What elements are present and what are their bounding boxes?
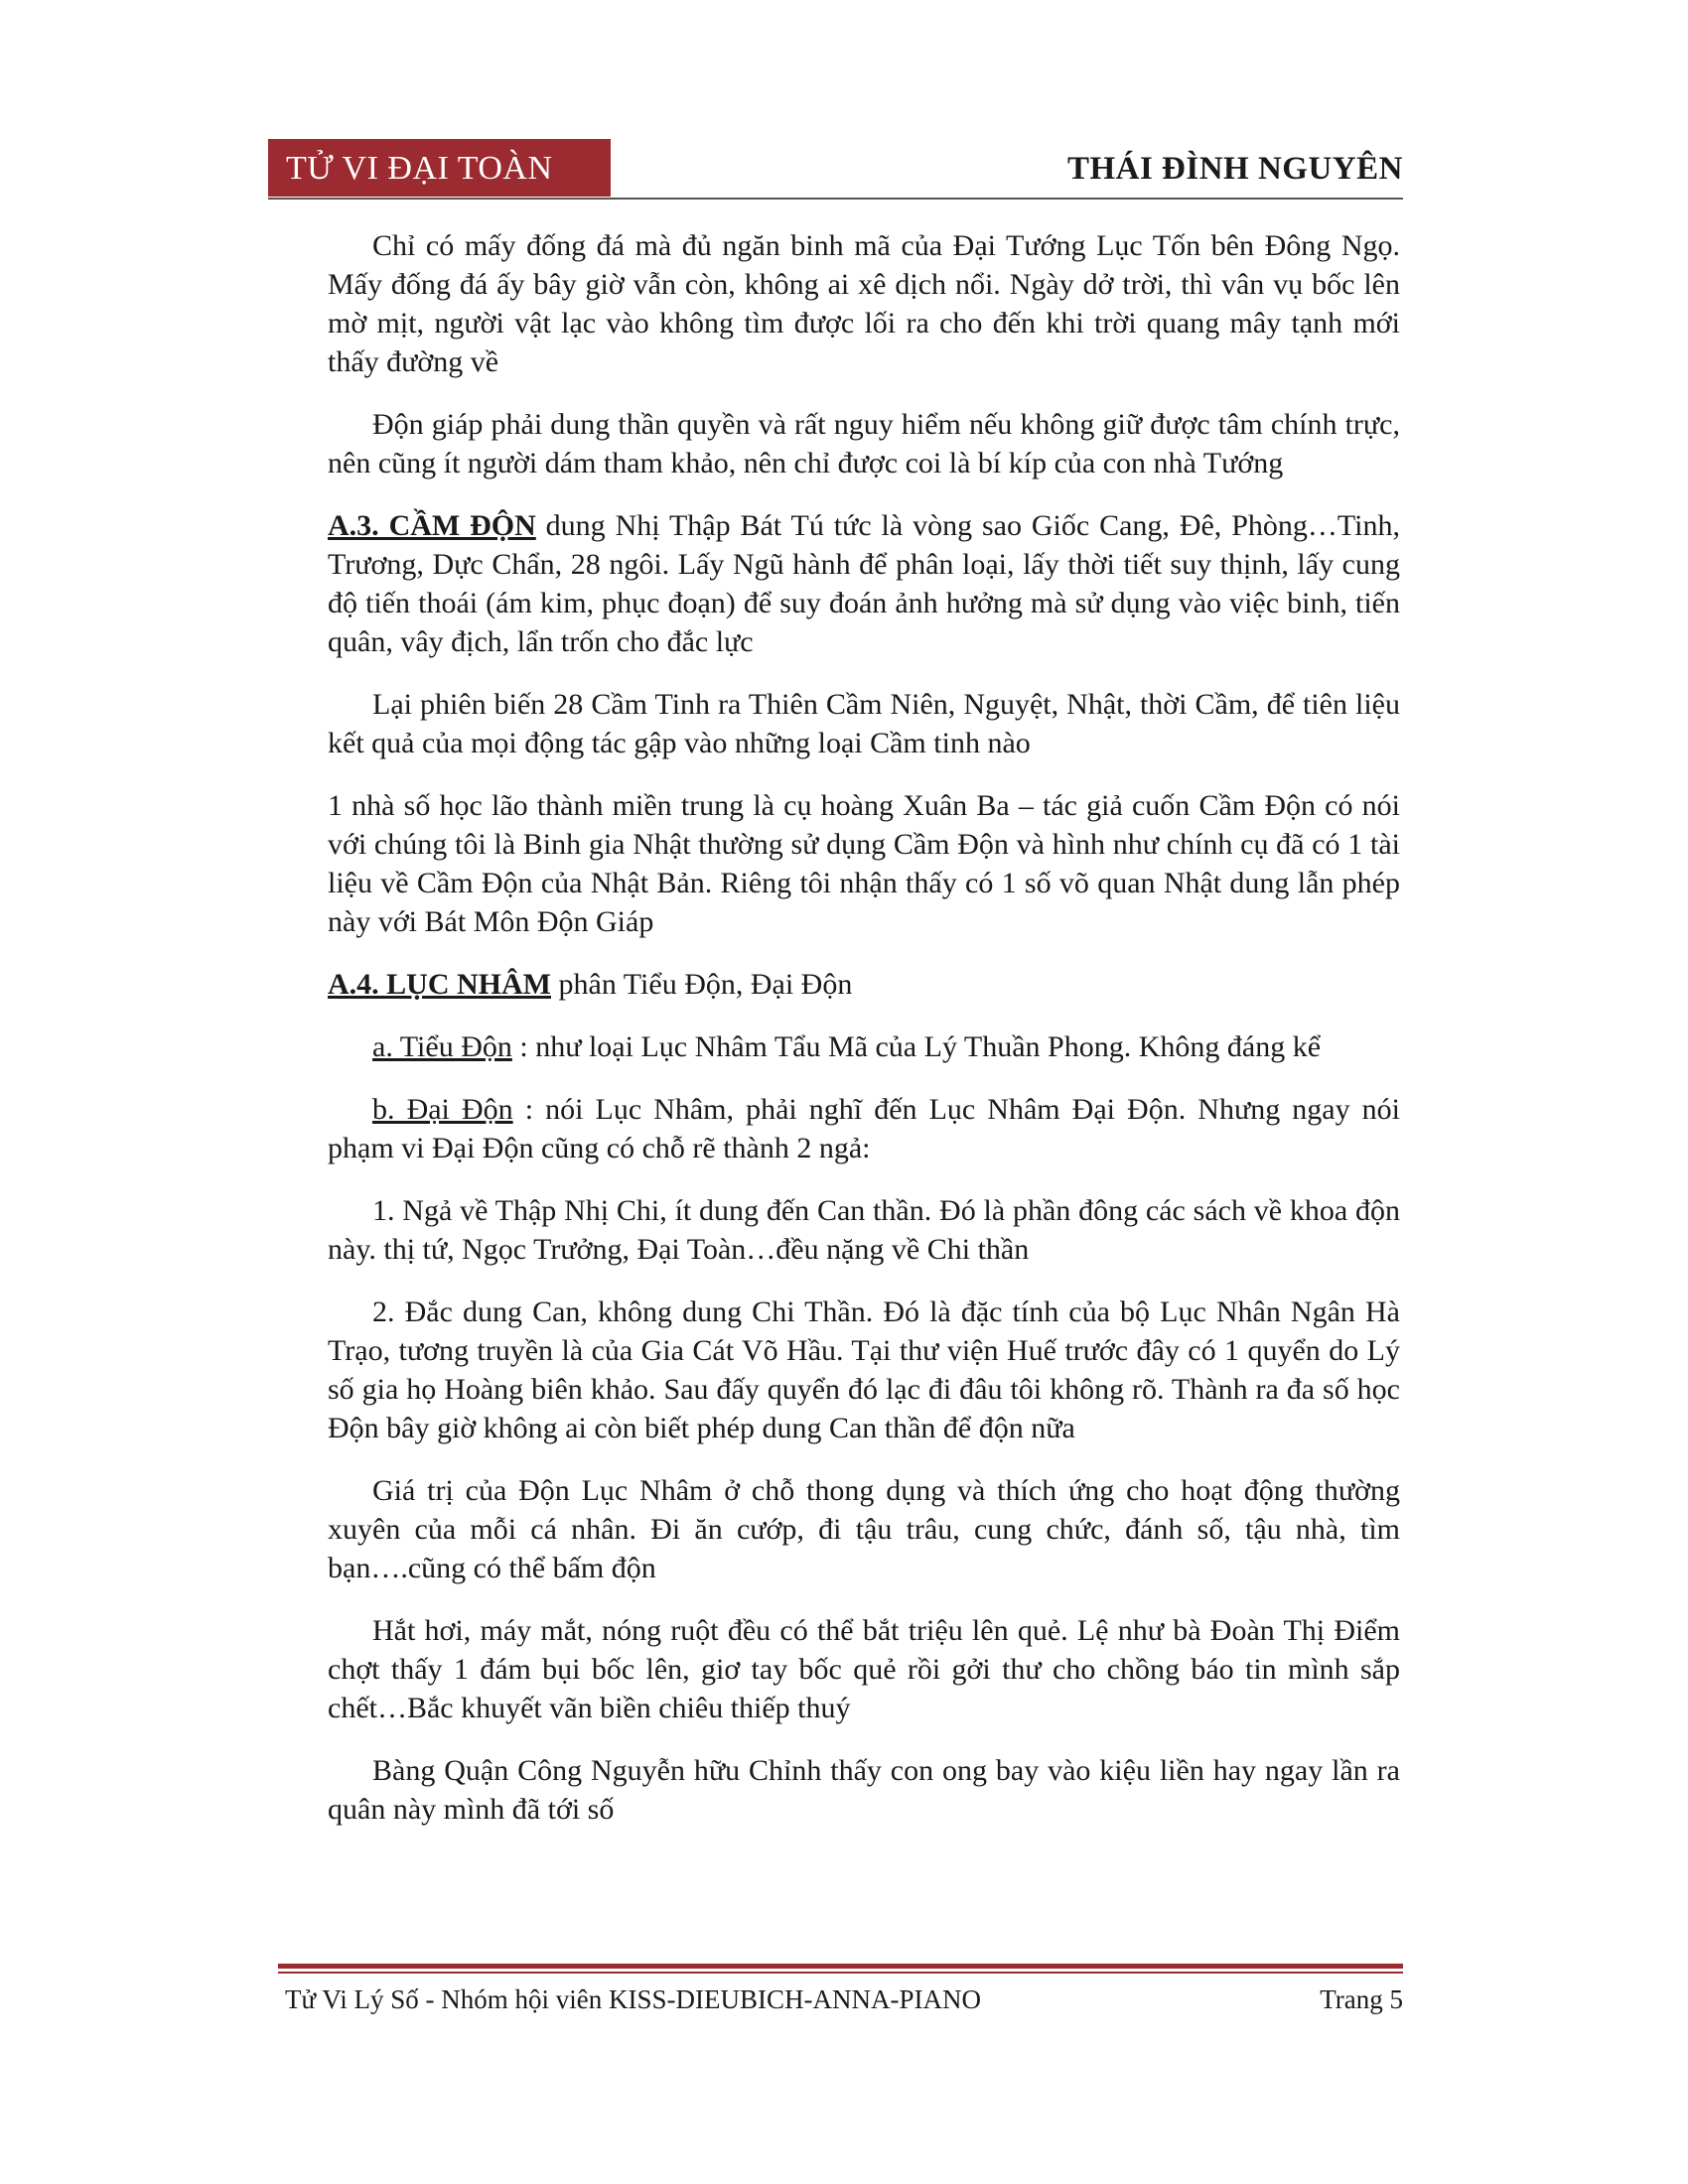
footer-divider-thick	[278, 1964, 1403, 1969]
page-body	[328, 226, 1400, 1852]
footer-group-name: Tử Vi Lý Số - Nhóm hội viên KISS-DIEUBICH-ANNA-PIANO	[285, 1984, 981, 2014]
paragraph-stone-mounds: Chỉ có mấy đống đá mà đủ ngăn binh mã của Đại Tướng Lục Tốn bên Đông Ngọ. Mấy đống đá ấy bây giờ vẫn còn, không ai xê dịch nổi. Ngày dở trời, thì vân vụ bốc lên mờ mịt, người vật lạc vào không tìm được lối ra cho đến khi trời quang mây tạnh mới thấy đường về	[328, 229, 1400, 378]
subsection-a-text: : như loại Lục Nhâm Tẩu Mã của Lý Thuần Phong. Không đáng kể	[511, 1030, 1322, 1063]
section-a3-heading: A.3. CẦM ĐỘN	[328, 509, 536, 542]
paragraph-doan-thi-diem: Hắt hơi, máy mắt, nóng ruột đều có thể bắt triệu lên quẻ. Lệ như bà Đoàn Thị Điểm chợt thấy 1 đám bụi bốc lên, giơ tay bốc quẻ rồi gởi thư cho chồng báo tin mình sắp chết…Bắc khuyết vãn biền chiêu thiếp thuý	[328, 1614, 1400, 1724]
section-a4	[328, 965, 1400, 1004]
running-header-title: TỬ VI ĐẠI TOÀN	[286, 150, 553, 187]
section-a3-text: dung Nhị Thập Bát Tú tức là vòng sao Giốc Cang, Đê, Phòng…Tinh, Trương, Dực Chẩn, 28 ngôi. Lấy Ngũ hành để phân loại, lấy thời tiết suy thịnh, lấy cung độ tiến thoái (ám kim, phục đoạn) để suy đoán ảnh hưởng mà sử dụng vào việc binh, tiến quân, vây địch, lẩn trốn cho đắc lực	[328, 509, 1400, 658]
page-number: Trang 5	[1320, 1984, 1403, 2014]
running-header-author: THÁI ĐÌNH NGUYÊN	[1066, 151, 1403, 187]
paragraph-nguyen-huu-chinh: Bàng Quận Công Nguyễn hữu Chỉnh thấy con ong bay vào kiệu liền hay ngay lần ra quân này mình đã tới số	[328, 1754, 1400, 1826]
section-a4-heading: A.4. LỤC NHÂM	[328, 968, 551, 1001]
subsection-a	[328, 1027, 1400, 1066]
subsection-b-text: : nói Lục Nhâm, phải nghĩ đến Lục Nhâm Đại Độn. Nhưng ngay nói phạm vi Đại Độn cũng có chỗ rẽ thành 2 ngả:	[328, 1093, 1400, 1164]
subsection-a-heading: a. Tiểu Độn	[372, 1030, 512, 1063]
header-divider	[268, 198, 1403, 200]
footer-divider-thin	[278, 1972, 1403, 1974]
numbered-item-1: 1. Ngả về Thập Nhị Chi, ít dung đến Can thần. Đó là phần đông các sách về khoa độn này. thị tứ, Ngọc Trưởng, Đại Toàn…đều nặng về Chi thần	[328, 1194, 1400, 1266]
paragraph-hoang-xuan-ba: 1 nhà số học lão thành miền trung là cụ hoàng Xuân Ba – tác giả cuốn Cầm Độn có nói với chúng tôi là Binh gia Nhật thường sử dụng Cầm Độn và hình như chính cụ đã có 1 tài liệu về Cầm Độn của Nhật Bản. Riêng tôi nhận thấy có 1 số võ quan Nhật dung lẫn phép này với Bát Môn Độn Giáp	[328, 789, 1400, 938]
paragraph-don-giap: Độn giáp phải dung thần quyền và rất nguy hiểm nếu không giữ được tâm chính trực, nên cũng ít người dám tham khảo, nên chỉ được coi là bí kíp của con nhà Tướng	[328, 408, 1400, 479]
section-a4-text: phân Tiểu Độn, Đại Độn	[551, 968, 853, 1001]
subsection-b	[328, 1090, 1400, 1167]
paragraph-cam-tinh: Lại phiên biến 28 Cầm Tinh ra Thiên Cầm Niên, Nguyệt, Nhật, thời Cầm, để tiên liệu kết quả của mọi động tác gập vào những loại Cầm tinh nào	[328, 688, 1400, 759]
numbered-item-2: 2. Đắc dung Can, không dung Chi Thần. Đó là đặc tính của bộ Lục Nhân Ngân Hà Trạo, tương truyền là của Gia Cát Võ Hầu. Tại thư viện Huế trước đây có 1 quyển do Lý số gia họ Hoàng biên khảo. Sau đấy quyển đó lạc đi đâu tôi không rõ. Thành ra đa số học Độn bây giờ không ai còn biết phép dung Can thần để độn nữa	[328, 1296, 1400, 1444]
subsection-b-heading: b. Đại Độn	[372, 1093, 513, 1126]
section-a3	[328, 506, 1400, 661]
paragraph-luc-nham-value: Giá trị của Độn Lục Nhâm ở chỗ thong dụng và thích ứng cho hoạt động thường xuyên của mỗi cá nhân. Đi ăn cướp, đi tậu trâu, cung chức, đánh số, tậu nhà, tìm bạn….cũng có thể bấm độn	[328, 1474, 1400, 1584]
